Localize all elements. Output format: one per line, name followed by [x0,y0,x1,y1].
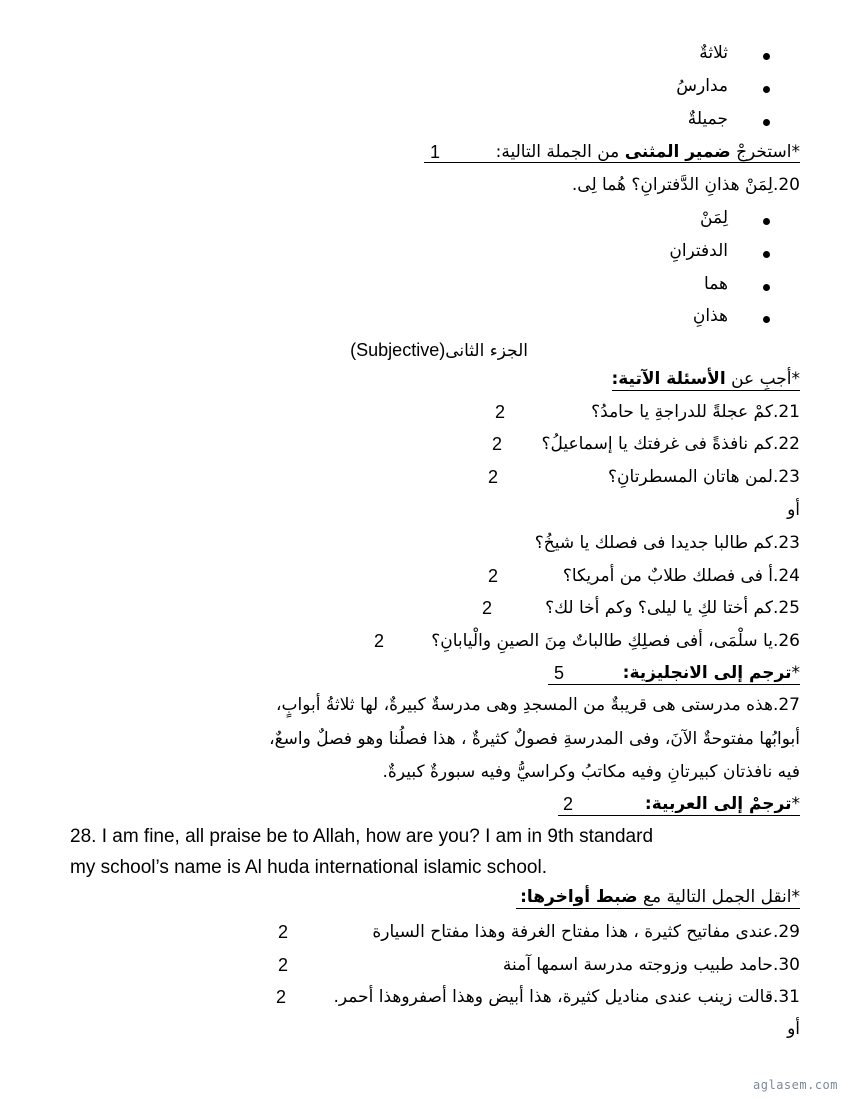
question-28-line: 28. I am fine, all praise be to Allah, how are you? I am in 9th standard [70,826,654,847]
marks: 2 [374,631,385,651]
site-watermark: aglasem.com [753,1078,838,1092]
marks: 2 [488,566,499,586]
option: هما [704,274,728,294]
marks: 2 [278,955,289,975]
bullet-icon [763,251,770,258]
or-label: أو [787,1019,800,1039]
underline [548,684,800,685]
question-27-line: 27.هذه مدرستى هى قريبةٌ من المسجدِ وهى مدرسةٌ كبيرةٌ، لها ثلاثةُ أبوابٍ، [276,695,800,715]
bullet-icon [763,86,770,93]
underline [612,390,800,391]
marks: 2 [495,402,506,422]
instruction-copy: *انقل الجمل التالية مع ضبط أواخرها: [520,887,800,907]
list-item: جميلةٌ [687,109,728,129]
instruction-translate-arabic: *ترجمْ إلى العربية: [644,794,800,814]
underline [424,162,800,163]
question-29: 29.عندى مفاتيح كثيرة ، هذا مفتاح الغرفة وهذا مفتاح السيارة [372,922,800,942]
instruction-translate-english: *ترجم إلى الانجليزية: [622,663,800,683]
marks: 2 [278,922,289,942]
option: هذانِ [692,306,728,326]
option: لِمَنْ [700,208,728,228]
question-20: 20.لِمَنْ هذانِ الدَّفترانِ؟ هُما لِى. [571,175,800,195]
or-label: أو [787,500,800,520]
question-27-line: أبوابُها مفتوحةٌ الآنَ، وفى المدرسةِ فصولٌ كثيرةٌ ، هذا فصلُنا وهو فصلٌ واسعٌ، [269,729,800,749]
underline [558,815,800,816]
part-two-heading: الجزء الثانى(Subjective) [350,340,528,361]
question-24: 24.أ فى فصلك طلابٌ من أمريكا؟ [562,566,800,586]
bullet-icon [763,119,770,126]
marks: 1 [430,142,441,162]
underline [516,908,800,909]
list-item: ثلاثةٌ [699,43,728,63]
question-23-alt: 23.كم طالبا جديدا فى فصلك يا شيخُ؟ [534,533,800,553]
bullet-icon [763,284,770,291]
question-23: 23.لمن هاتان المسطرتانِ؟ [608,467,800,487]
marks: 2 [488,467,499,487]
question-25: 25.كم أختا لكِ يا ليلى؟ وكم أخا لك؟ [545,598,800,618]
question-22: 22.كم نافذةً فى غرفتك يا إسماعيلُ؟ [541,434,800,454]
instruction-dual-pronoun: *استخرجْ ضمير المثنى من الجملة التالية: [495,142,800,162]
question-21: 21.كمْ عجلةً للدراجةِ يا حامدُ؟ [591,402,800,422]
marks: 2 [276,987,287,1007]
bullet-icon [763,316,770,323]
question-30: 30.حامد طبيب وزوجته مدرسة اسمها آمنة [502,955,800,975]
marks: 5 [554,663,565,683]
question-28-line: my school’s name is Al huda international islamic school. [70,857,547,878]
instruction-answer: *أجبِ عن الأسئلة الآتية: [611,369,800,389]
marks: 2 [492,434,503,454]
marks: 2 [482,598,493,618]
question-27-line: فيه نافذتان كبيرتانِ وفيه مكاتبُ وكراسيُّ وفيه سبورةٌ كبيرةٌ. [382,762,800,782]
bullet-icon [763,53,770,60]
marks: 2 [563,794,574,814]
option: الدفترانِ [669,241,728,261]
list-item: مدارسُ [676,76,728,96]
question-26: 26.يا سلْمَى، أفى فصلِكِ طالباتٌ مِنَ الصينِ والْيابانِ؟ [431,631,800,651]
bullet-icon [763,218,770,225]
question-31: 31.قالت زينب عندى مناديل كثيرة، هذا أبيض وهذا أصفروهذا أحمر. [333,987,800,1007]
